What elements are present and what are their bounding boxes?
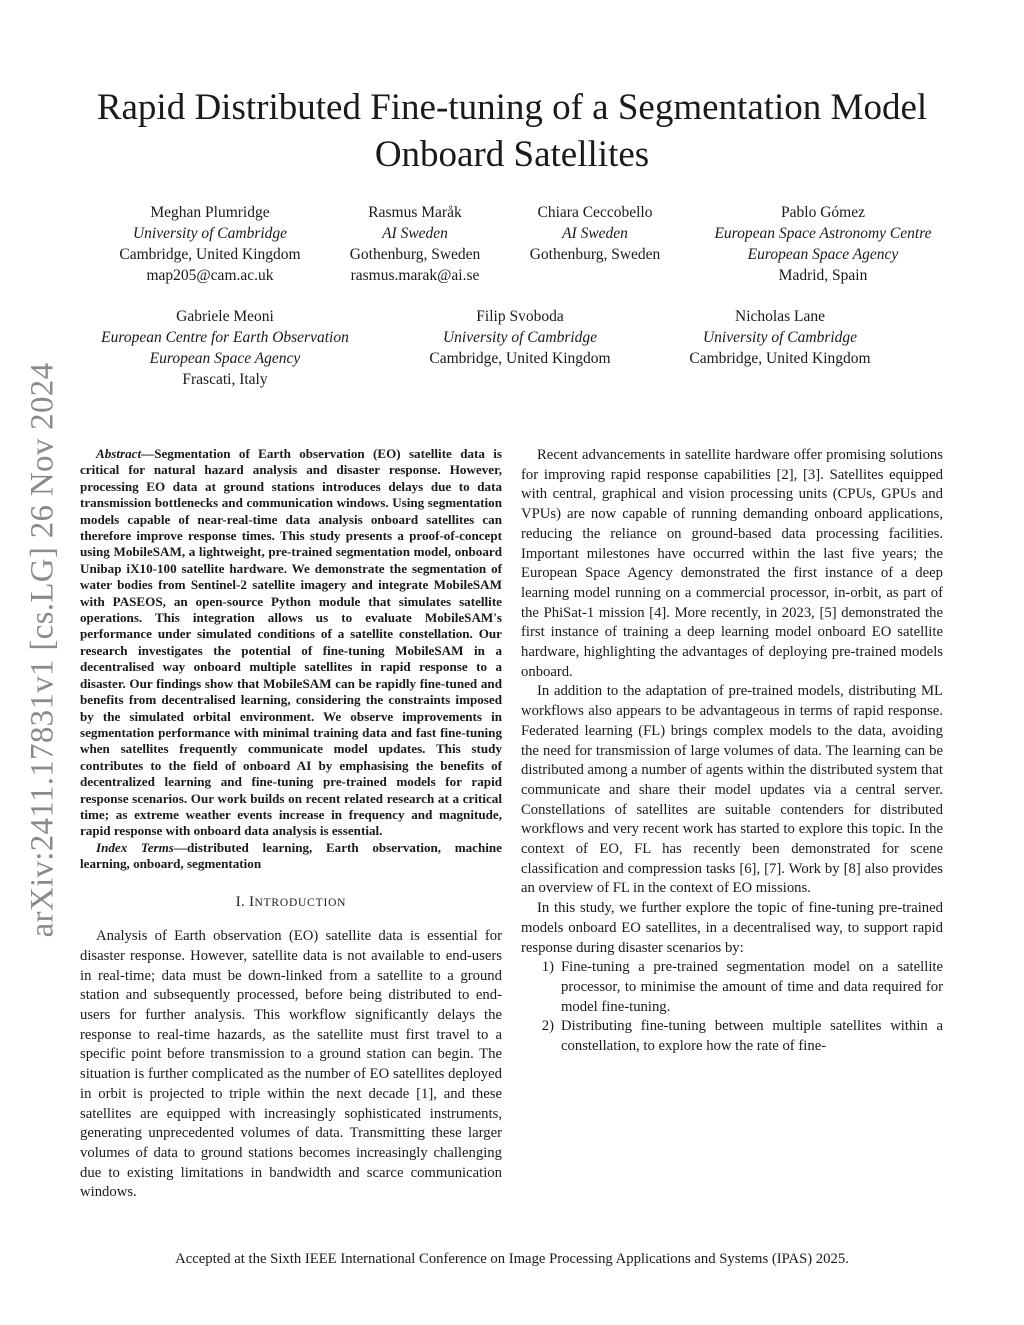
author-affiliation-secondary: European Space Agency xyxy=(747,246,899,263)
author-block xyxy=(80,306,370,390)
author-affiliation-secondary: European Space Agency xyxy=(149,350,301,367)
author-location: Madrid, Spain xyxy=(778,267,868,284)
index-terms-text: —distributed learning, Earth observation, machine learning, onboard, segmentation xyxy=(80,839,502,872)
author-name: Filip Svoboda xyxy=(476,308,564,325)
author-affiliation: European Centre for Earth Observation xyxy=(101,329,349,346)
abstract-label: Abstract xyxy=(96,446,142,461)
author-name: Gabriele Meoni xyxy=(176,308,274,325)
contribution-number: 2) xyxy=(541,1018,554,1035)
contribution-item xyxy=(521,1017,943,1056)
intro-paragraph-2: Recent advancements in satellite hardware offer promising solutions for improving rapid response capabilities [2], [3]. Satellites equipped with central, graphical and vision processing units (CPUs, GPUs and VPUs) are now capable of running demanding onboard applications, reducing the reliance on ground-based data processing facilities. Important milestones have occurred within the last five years; the European Space Agency demonstrated the first instance of a deep learning model running on a commercial processor, in-orbit, as part of the PhiSat-1 mission [4]. More recently, in 2023, [5] demonstrated the first instance of training a deep learning model onboard EO satellite hardware, highlighting the advantages of deploying pre-trained models onboard. xyxy=(521,447,943,680)
author-affiliation: AI Sweden xyxy=(382,225,448,242)
intro-paragraph-1: Analysis of Earth observation (EO) satellite data is essential for disaster response. However, satellite data is not available to end-users in real-time; data must be down-linked from a satellite to a ground station and subsequently processed, before being distributed to end-users for further analysis. This workflow significantly delays the response to real-time hazards, as the satellite must first travel to a specific point before transmission to a ground station can begin. The situation is further complicated as the number of EO satellites deployed in orbit is projected to triple within the next decade [1], and these satellites are equipped with increasingly sophisticated instruments, generating unprecedented volumes of data. Transmitting these larger volumes of data to ground stations becomes increasingly challenging due to existing limitations in bandwidth and scarce communication windows. xyxy=(80,928,502,1201)
author-name: Pablo Gómez xyxy=(781,204,865,221)
abstract-text: —Segmentation of Earth observation (EO) satellite data is critical for natural hazard analysis and disaster response. However, processing EO data at ground stations introduces delays due to data transmission bottlenecks and communication windows. Using segmentation models capable of near-real-time data analysis onboard satellites can therefore improve response times. This study presents a proof-of-concept using MobileSAM, a lightweight, pre-trained segmentation model, onboard Unibap iX10-100 satellite hardware. We demonstrate the segmentation of water bodies from Sentinel-2 satellite imagery and integrate MobileSAM with PASEOS, an open-source Python module that simulates satellite operations. This integration allows us to evaluate MobileSAM's performance under simulated conditions of a satellite constellation. Our research investigates the potential of fine-tuning MobileSAM in a decentralised way onboard multiple satellites in rapid response to a disaster. Our findings show that MobileSAM can be rapidly fine-tuned and benefits from decentralised learning, considering the constraints imposed by the simulated orbital environment. We observe improvements in segmentation performance with minimal training data and fast fine-tuning when satellites frequently communicate model updates. This study contributes to the field of onboard AI by emphasising the benefits of decentralized learning and fine-tuning pre-trained models for rapid response scenarios. Our work builds on recent related research at a critical time; as extreme weather events increase in frequency and magnitude, rapid response with onboard data analysis is essential. xyxy=(80,446,502,839)
author-block xyxy=(670,306,890,369)
author-affiliation: University of Cambridge xyxy=(132,225,288,242)
author-block xyxy=(410,306,630,369)
arxiv-identifier-stamp[interactable]: arXiv:2411.17831v1 [cs.LG] 26 Nov 2024 xyxy=(24,362,61,938)
contribution-item xyxy=(521,958,943,1017)
author-name: Meghan Plumridge xyxy=(150,204,270,221)
section-initial: I xyxy=(249,893,255,910)
author-affiliation: University of Cambridge xyxy=(702,329,858,346)
author-affiliation: University of Cambridge xyxy=(442,329,598,346)
author-location: Gothenburg, Sweden xyxy=(349,246,481,263)
contribution-text: Fine-tuning a pre-trained segmentation model on a satellite processor, to minimise the amount of time and data required for model fine-tuning. xyxy=(561,959,943,1015)
paper-title: Rapid Distributed Fine-tuning of a Segmentation Model Onboard Satellites xyxy=(96,87,928,175)
author-email[interactable]: rasmus.marak@ai.se xyxy=(350,267,480,284)
author-block xyxy=(510,202,680,265)
index-terms-label: Index Terms xyxy=(96,839,174,855)
author-block xyxy=(335,202,495,286)
author-affiliation: European Space Astronomy Centre xyxy=(714,225,932,242)
contribution-text: Distributing fine-tuning between multiple satellites within a constellation, to explore how the rate of fine- xyxy=(561,1018,943,1055)
section-heading-introduction xyxy=(80,893,502,914)
section-name-rest: NTRODUCTION xyxy=(254,896,347,909)
right-column xyxy=(521,446,943,1057)
author-location: Frascati, Italy xyxy=(182,371,268,388)
author-name: Nicholas Lane xyxy=(735,308,825,325)
left-column xyxy=(80,446,502,1203)
author-email[interactable]: map205@cam.ac.uk xyxy=(146,267,274,284)
author-affiliation: AI Sweden xyxy=(562,225,628,242)
intro-paragraph-4: In this study, we further explore the topic of fine-tuning pre-trained models onboard EO satellites, in a decentralised way, to support rapid response during disaster scenarios by: xyxy=(521,900,943,956)
contribution-number: 1) xyxy=(541,959,554,976)
author-name: Rasmus Maråk xyxy=(368,204,462,221)
section-numeral: I. xyxy=(235,893,246,910)
author-location: Gothenburg, Sweden xyxy=(529,246,661,263)
author-location: Cambridge, United Kingdom xyxy=(429,350,611,367)
intro-paragraph-3: In addition to the adaptation of pre-trained models, distributing ML workflows also appears to be advantageous in terms of rapid response. Federated learning (FL) brings complex models to the data, avoiding the need for transmission of large volumes of data. The learning can be distributed among a number of agents within the distributed system that communicate and share their model updates via a central server. Constellations of satellites are suitable contenders for distributed workflows and very recent work has started to explore this topic. In the context of EO, FL has recently been demonstrated for scene classification and compression tasks [6], [7]. Work by [8] also provides an overview of FL in the context of EO missions. xyxy=(521,683,943,897)
abstract xyxy=(80,446,502,873)
author-name: Chiara Ceccobello xyxy=(537,204,653,221)
author-location: Cambridge, United Kingdom xyxy=(689,350,871,367)
author-block xyxy=(110,202,310,286)
author-location: Cambridge, United Kingdom xyxy=(119,246,301,263)
conference-footnote: Accepted at the Sixth IEEE International Conference on Image Processing Applications and Systems (IPAS) 2025. xyxy=(175,1251,849,1267)
author-block xyxy=(697,202,949,286)
